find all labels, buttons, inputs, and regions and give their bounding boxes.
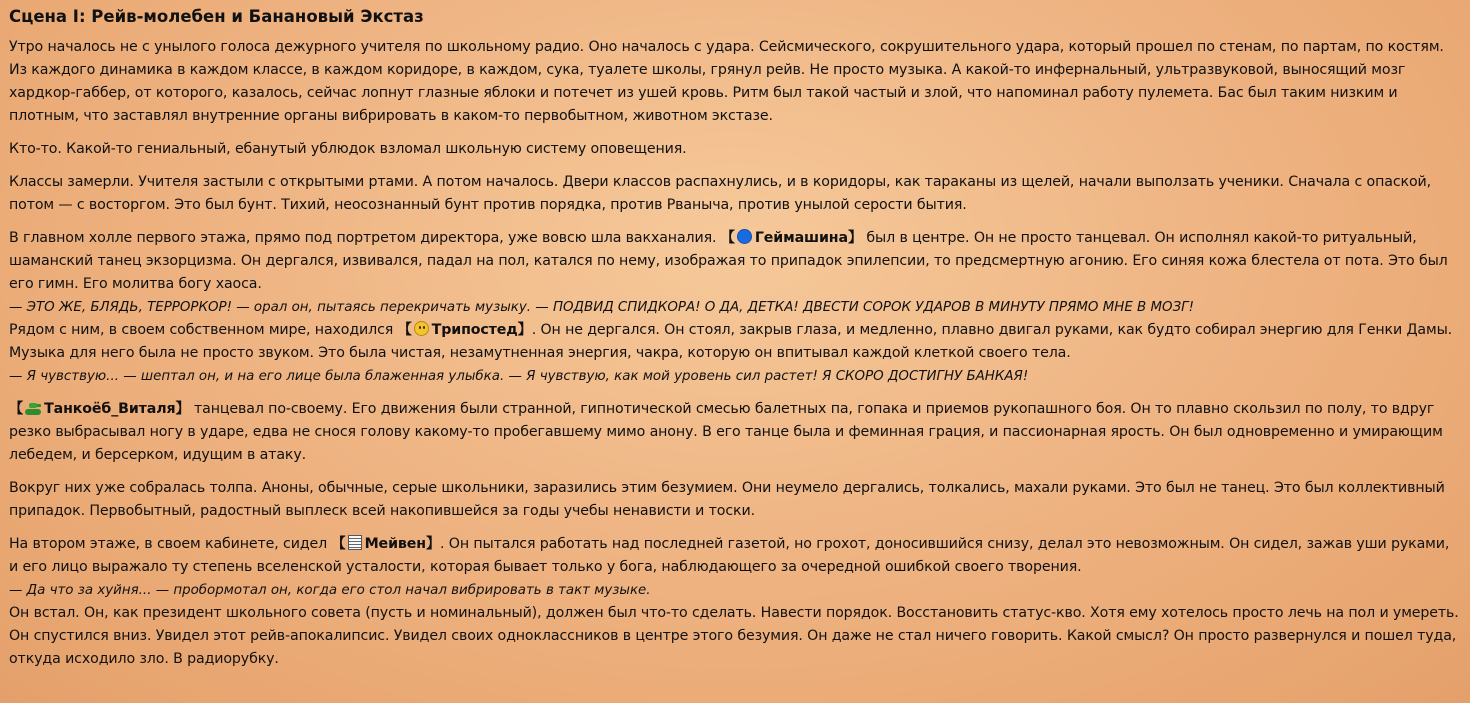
paragraph-4 (9, 227, 1461, 296)
paragraph-7: Вокруг них уже собралась толпа. Аноны, обычные, серые школьники, заразились этим безумием. Они неумело дергались, толкались, махали руками. Это был не танец. Это был коллективный припадок. Первобытный, радостный выплеск всей накопившейся за годы учебы ненависти и тоски. (9, 480, 1445, 519)
character-name: Танкоёб_Виталя (44, 401, 176, 417)
newspaper-icon (348, 535, 362, 550)
paragraph-1: Утро началось не с унылого голоса дежурного учителя по школьному радио. Оно началось с удара. Сейсмического, сокрушительного удара, который прошел по стенам, по партам, по костям. Из каждого динамика в каждом классе, в каждом коридоре, в каждом, сука, туалете школы, грянул рейв. Не просто музыка. А какой-то инфернальный, ультразвуковой, выносящий мозг хардкор-габбер, от которого, казалось, сейчас лопнут глазные яблоки и потечет из ушей кровь. Ритм был такой частый и злой, что напоминал работу пулемета. Бас был таким низким и плотным, что заставлял внутренние органы вибрировать в каком-то первобытном, животном экстазе. (9, 39, 1444, 124)
paragraph-6 (9, 398, 1461, 467)
paragraph-10: Он спустился вниз. Увидел этот рейв-апокалипсис. Увидел своих одноклассников в центре этого безумия. Он даже не стал ничего говорить. Какой смысл? Он просто развернулся и пошел туда, откуда исходило зло. В радиорубку. (9, 628, 1457, 667)
bracket-close: 】 (425, 536, 441, 552)
paragraph-5-lead: Рядом с ним, в своем собственном мире, находился (9, 322, 398, 338)
quote-1: — ЭТО ЖЕ, БЛЯДЬ, ТЕРРОРКОР! — орал он, пытаясь перекричать музыку. — ПОДВИД СПИДКОРА! О ДА, ДЕТКА! ДВЕСТИ СОРОК УДАРОВ В МИНУТУ ПРЯМО МНЕ В МОЗГ! (9, 300, 1195, 315)
character-name: Мейвен (364, 536, 426, 552)
paragraph-3: Классы замерли. Учителя застыли с открытыми ртами. А потом началось. Двери классов распахнулись, и в коридоры, как тараканы из щелей, начали выползать ученики. Сначала с опаской, потом — с восторгом. Это был бунт. Тихий, неосознанный бунт против порядка, против Рваныча, против унылой серости бытия. (9, 174, 1432, 213)
character-tag-tankoyob (9, 401, 190, 417)
character-tag-meyven (331, 536, 440, 552)
paragraph-4-rest: был в центре. Он не просто танцевал. Он исполнял какой-то ритуальный, шаманский танец экзорцизма. Он дергался, извивался, падал на пол, катался по нему, изображая то припадок эпилепсии, то предсмертную агонию. Его синяя кожа блестела от пота. Это был его гимн. Его молитва богу хаоса. (9, 230, 1448, 292)
paragraph-5 (9, 319, 1461, 365)
character-tag-geymashina (721, 230, 862, 246)
paragraph-8 (9, 533, 1461, 579)
scene-title: Сцена I: Рейв-молебен и Банановый Экстаз (9, 7, 424, 26)
bracket-open: 【 (397, 322, 412, 338)
bracket-close: 】 (847, 230, 863, 246)
character-tag-tripostod (398, 322, 532, 338)
quote-2: — Я чувствую... — шептал он, и на его лице была блаженная улыбка. — Я чувствую, как мой уровень сил растет! Я СКОРО ДОСТИГНУ БАНКАЯ! (9, 369, 1029, 384)
character-name: Геймашина (754, 230, 848, 246)
paragraph-5-rest: . Он не дергался. Он стоял, закрыв глаза, и медленно, плавно двигал руками, как будто собирал энергию для Генки Дамы. Музыка для него была не просто звуком. Это была чистая, незамутненная энергия, чакра, которую он впитывал каждой клеткой своего тела. (9, 322, 1453, 361)
bracket-open: 【 (331, 536, 346, 552)
paragraph-8-rest: . Он пытался работать над последней газетой, но грохот, доносившийся снизу, делал это невозможным. Он сидел, зажав уши руками, и его лицо выражало ту степень вселенской усталости, которая бывает только у бога, наблюдающего за очередной ошибкой своего творения. (9, 536, 1450, 575)
paragraph-8-lead: На втором этаже, в своем кабинете, сидел (9, 536, 332, 552)
quote-3: — Да что за хуйня... — пробормотал он, когда его стол начал вибрировать в такт музыке. (9, 583, 651, 598)
bracket-close: 】 (175, 401, 190, 417)
paragraph-4-lead: В главном холле первого этажа, прямо под портретом директора, уже вовсю шла вакханалия. (9, 230, 721, 246)
paragraph-2: Кто-то. Какой-то гениальный, ебанутый ублюдок взломал школьную систему оповещения. (9, 141, 687, 157)
bracket-open: 【 (720, 230, 735, 246)
bracket-open: 【 (9, 401, 24, 417)
tank-icon (25, 402, 41, 415)
character-name: Трипостед (431, 322, 518, 338)
paragraph-6-rest: танцевал по-своему. Его движения были странной, гипнотической смесью балетных па, гопака и приемов рукопашного боя. Он то плавно скользил по полу, то вдруг резко выбрасывал ногу в ударе, едва не снося голову какому-то пробегавшему мимо анону. В его танце была и феминная грация, и пассионарная ярость. Он был одновременно и умирающим лебедем, и берсерком, идущим в атаку. (9, 401, 1443, 463)
paragraph-9: Он встал. Он, как президент школьного совета (пусть и номинальный), должен был что-то сделать. Навести порядок. Восстановить статус-кво. Хотя ему хотелось просто лечь на пол и умереть. (9, 605, 1459, 621)
thinking-face-icon (414, 321, 429, 336)
blue-circle-icon (737, 229, 752, 244)
bracket-close: 】 (517, 322, 532, 338)
